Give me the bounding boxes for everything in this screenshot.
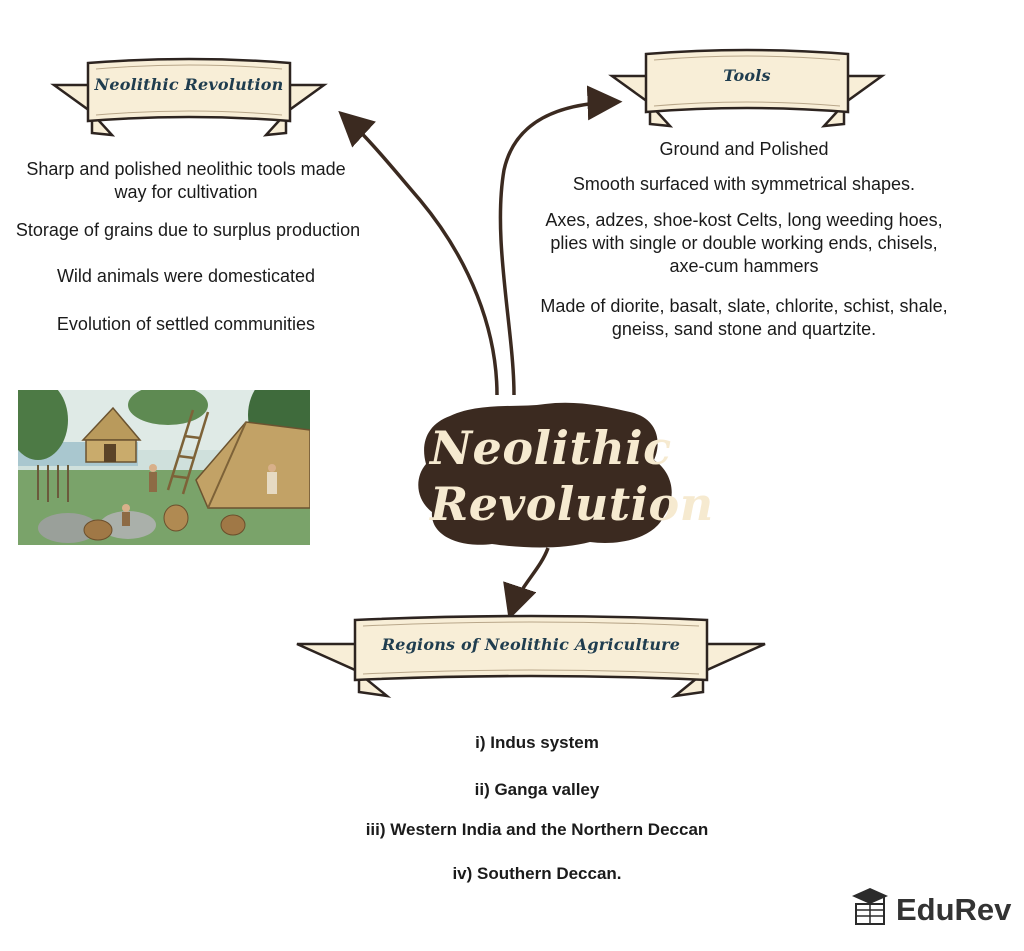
left-point-domestication: Wild animals were domesticated	[56, 266, 316, 286]
center-title	[430, 420, 714, 532]
neolithic-village-illustration	[18, 390, 310, 545]
edurev-logo-icon	[848, 886, 892, 926]
center-title-line1: Neolithic	[430, 421, 672, 475]
region-item-southern-deccan: iv) Southern Deccan.	[452, 864, 622, 883]
region-item-ganga: ii) Ganga valley	[474, 780, 600, 799]
tools-point-ground: Ground and Polished	[659, 139, 829, 159]
tools-point-smooth: Smooth surfaced with symmetrical shapes.	[572, 174, 916, 194]
left-point-settlements: Evolution of settled communities	[56, 314, 316, 334]
neolithic-revolution-banner	[50, 55, 328, 140]
tools-point-types: Axes, adzes, shoe-kost Celts, long weeding hoes, plies with single or double working ends, chisels, axe-cum hammers	[545, 210, 943, 276]
neolithic-revolution-banner-title: Neolithic Revolution	[94, 75, 284, 94]
tools-banner	[608, 46, 886, 131]
region-item-indus: i) Indus system	[475, 733, 599, 752]
region-item-western-india: iii) Western India and the Northern Deccan	[365, 820, 709, 839]
edurev-logo-text: EduRev	[896, 892, 1012, 927]
left-point-tools: Sharp and polished neolithic tools made way for cultivation	[26, 159, 346, 202]
regions-banner	[293, 612, 769, 700]
left-point-storage: Storage of grains due to surplus production	[15, 220, 361, 240]
center-title-line2: Revolution	[430, 477, 714, 531]
regions-banner-title: Regions of Neolithic Agriculture	[381, 635, 681, 654]
tools-point-materials: Made of diorite, basalt, slate, chlorite, schist, shale, gneiss, sand stone and quartzite.	[540, 296, 948, 339]
tools-banner-title: Tools	[723, 66, 771, 85]
